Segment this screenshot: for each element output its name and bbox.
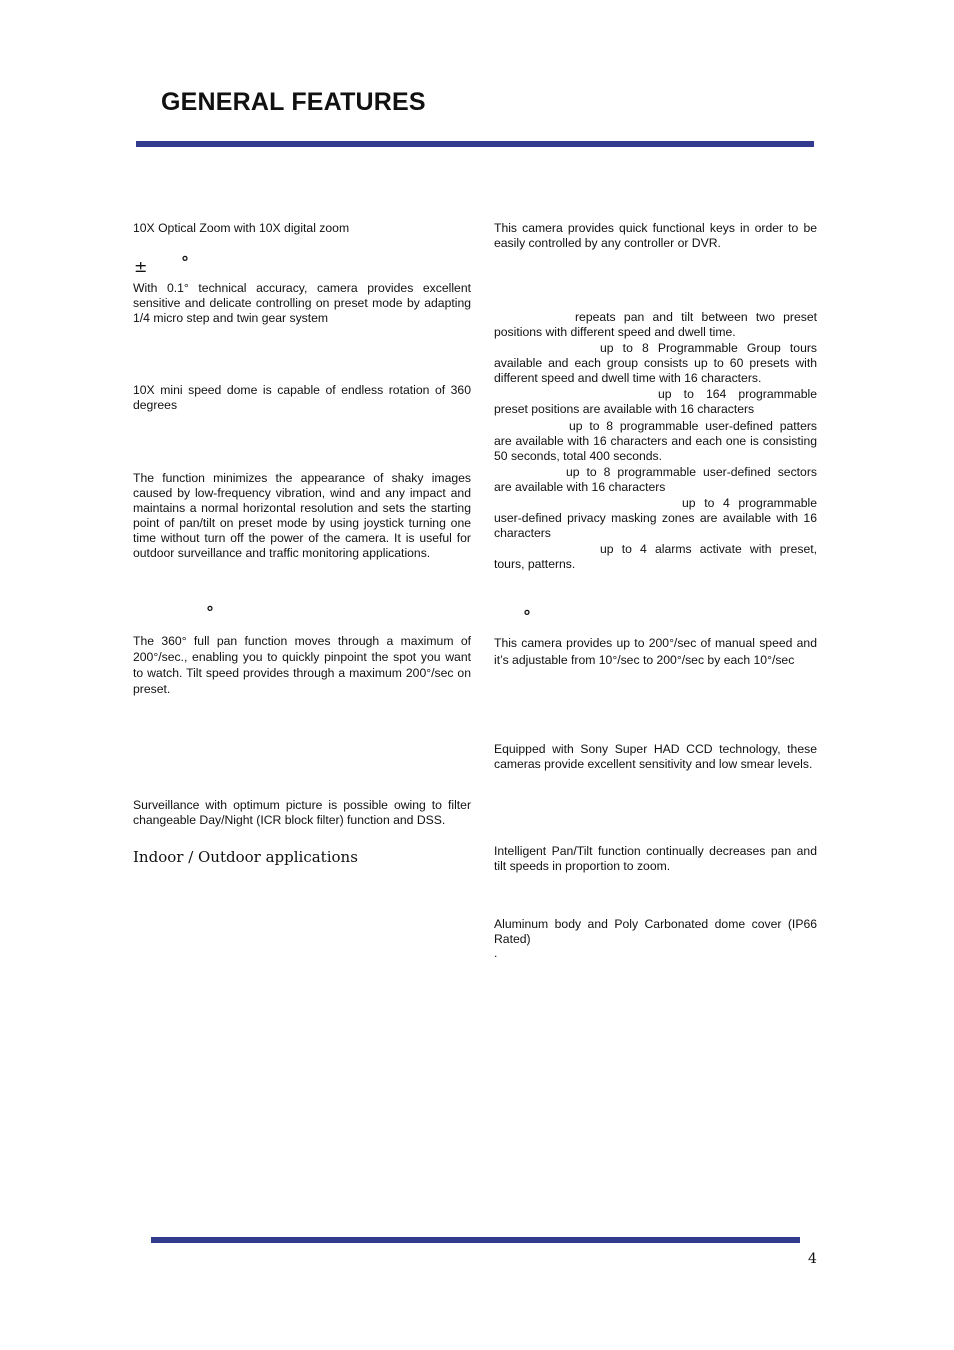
group-tour-text: up to 8 Programmable Group tours available and each group consists up to 60 presets with different speed and dwell time with 16 characters. bbox=[494, 341, 817, 386]
degree-symbol: ° bbox=[181, 253, 189, 272]
pan-speed-text: The 360° full pan function moves through a maximum of 200°/sec., enabling you to quickly pinpoint the spot you want to watch. Tilt speed provides through a maximum 200°/sec on preset. bbox=[133, 634, 471, 696]
function-keys-text: This camera provides quick functional keys in order to be easily controlled by any controller or DVR. bbox=[494, 221, 817, 251]
swing-text: repeats pan and tilt between two preset positions with different speed and dwell time. bbox=[494, 310, 817, 340]
plus-minus-symbol: ± bbox=[134, 257, 148, 276]
stabilizer-text: The function minimizes the appearance of shaky images caused by low-frequency vibration, wind and any impact and maintains a normal horizontal resolution and sets the starting point of pan/tilt on preset mode by using joystick turning one time without turn off the power of the camera. It is useful for outdoor surveillance and traffic monitoring applications. bbox=[133, 471, 471, 561]
intelligent-pan-tilt-text: Intelligent Pan/Tilt function continually decreases pan and tilt speeds in proportion to zoom. bbox=[494, 844, 817, 874]
pattern-text: up to 8 programmable user-defined patters are available with 16 characters and each one is consisting 50 seconds, total 400 seconds. bbox=[494, 419, 817, 464]
sector-text: up to 8 programmable user-defined sectors are available with 16 characters bbox=[494, 465, 817, 495]
pan-degree-symbol: ° bbox=[206, 603, 214, 622]
housing-text: Aluminum body and Poly Carbonated dome cover (IP66 Rated) bbox=[494, 917, 817, 947]
manual-speed-text: This camera provides up to 200°/sec of manual speed and it’s adjustable from 10°/sec to 200°/sec by each 10°/sec bbox=[494, 636, 817, 667]
ccd-text: Equipped with Sony Super HAD CCD technology, these cameras provide excellent sensitivity and low smear levels. bbox=[494, 742, 817, 772]
header-rule bbox=[136, 141, 814, 147]
daynight-text: Surveillance with optimum picture is possible owing to filter changeable Day/Night (ICR block filter) function and DSS. bbox=[133, 798, 471, 828]
preset-text: up to 164 programmable preset positions are available with 16 characters bbox=[494, 387, 817, 417]
privacy-text: up to 4 programmable user-defined privacy masking zones are available with 16 characters bbox=[494, 496, 817, 541]
indoor-outdoor-heading: Indoor / Outdoor applications bbox=[133, 848, 358, 866]
rotation-text: 10X mini speed dome is capable of endless rotation of 360 degrees bbox=[133, 383, 471, 413]
zoom-text: 10X Optical Zoom with 10X digital zoom bbox=[133, 221, 350, 235]
page-title: GENERAL FEATURES bbox=[161, 88, 426, 116]
footer-rule bbox=[151, 1237, 800, 1243]
housing-dot: . bbox=[494, 946, 498, 960]
accuracy-text: With 0.1° technical accuracy, camera provides excellent sensitive and delicate controlling on preset mode by adapting 1/4 micro step and twin gear system bbox=[133, 281, 471, 326]
manual-degree-symbol: ° bbox=[523, 607, 531, 626]
alarm-text: up to 4 alarms activate with preset, tours, patterns. bbox=[494, 542, 817, 572]
page-number: 4 bbox=[808, 1251, 817, 1267]
